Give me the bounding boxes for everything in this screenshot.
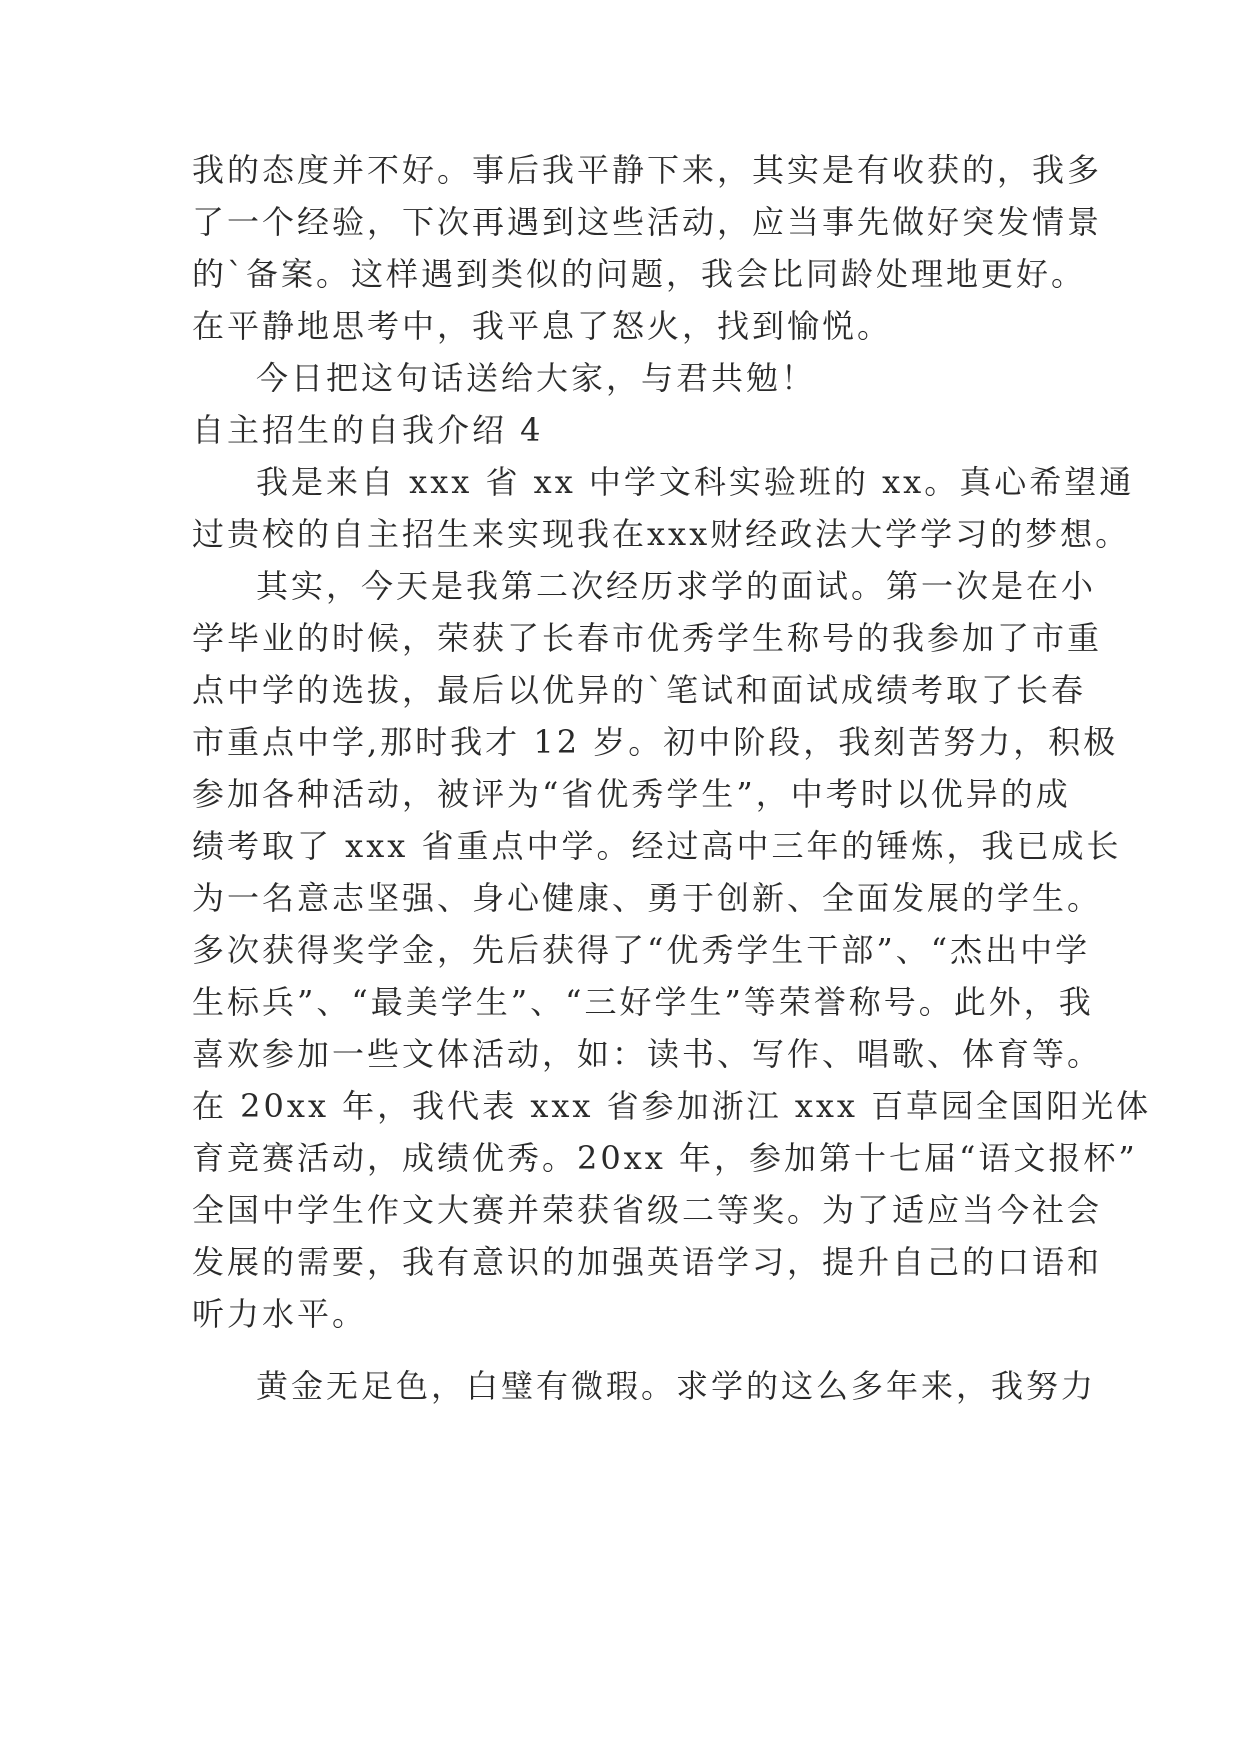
text-line: 市重点中学,那时我才 12 岁。初中阶段，我刻苦努力，积极: [192, 723, 1119, 761]
text-line: 了一个经验，下次再遇到这些活动，应当事先做好突发情景: [192, 203, 1103, 241]
text-line: 育竞赛活动，成绩优秀。20xx 年，参加第十七届“语文报杯”: [192, 1139, 1138, 1177]
text-line: 发展的需要，我有意识的加强英语学习，提升自己的口语和: [192, 1243, 1103, 1281]
text-line: 在平静地思考中，我平息了怒火，找到愉悦。: [192, 307, 893, 345]
text-line: 生标兵”、“最美学生”、“三好学生”等荣誉称号。此外，我: [192, 983, 1094, 1021]
text-line: 喜欢参加一些文体活动，如：读书、写作、唱歌、体育等。: [192, 1035, 1103, 1073]
text-line: 黄金无足色，白璧有微瑕。求学的这么多年来，我努力: [256, 1367, 1097, 1405]
text-line: 为一名意志坚强、身心健康、勇于创新、全面发展的学生。: [192, 879, 1103, 917]
text-line: 全国中学生作文大赛并荣获省级二等奖。为了适应当今社会: [192, 1191, 1103, 1229]
text-line: 在 20xx 年，我代表 xxx 省参加浙江 xxx 百草园全国阳光体: [192, 1087, 1152, 1125]
text-line: 其实，今天是我第二次经历求学的面试。第一次是在小: [256, 567, 1097, 605]
text-line: 多次获得奖学金，先后获得了“优秀学生干部”、“杰出中学: [192, 931, 1091, 969]
text-line: 绩考取了 xxx 省重点中学。经过高中三年的锤炼，我已成长: [192, 827, 1122, 865]
text-line: 过贵校的自主招生来实现我在xxx财经政法大学学习的梦想。: [192, 515, 1131, 553]
text-line: 的`备案。这样遇到类似的问题，我会比同龄处理地更好。: [192, 255, 1087, 293]
text-line: 我的态度并不好。事后我平静下来，其实是有收获的，我多: [192, 151, 1103, 189]
text-line: 学毕业的时候，荣获了长春市优秀学生称号的我参加了市重: [192, 619, 1103, 657]
text-line: 今日把这句话送给大家，与君共勉！: [256, 359, 817, 397]
text-line: 我是来自 xxx 省 xx 中学文科实验班的 xx。真心希望通: [256, 463, 1135, 501]
text-line: 参加各种活动，被评为“省优秀学生”，中考时以优异的成: [192, 775, 1071, 813]
section-heading: 自主招生的自我介绍 4: [192, 411, 544, 449]
text-line: 点中学的选拔，最后以优异的`笔试和面试成绩考取了长春: [192, 671, 1087, 709]
text-line: 听力水平。: [192, 1295, 368, 1333]
